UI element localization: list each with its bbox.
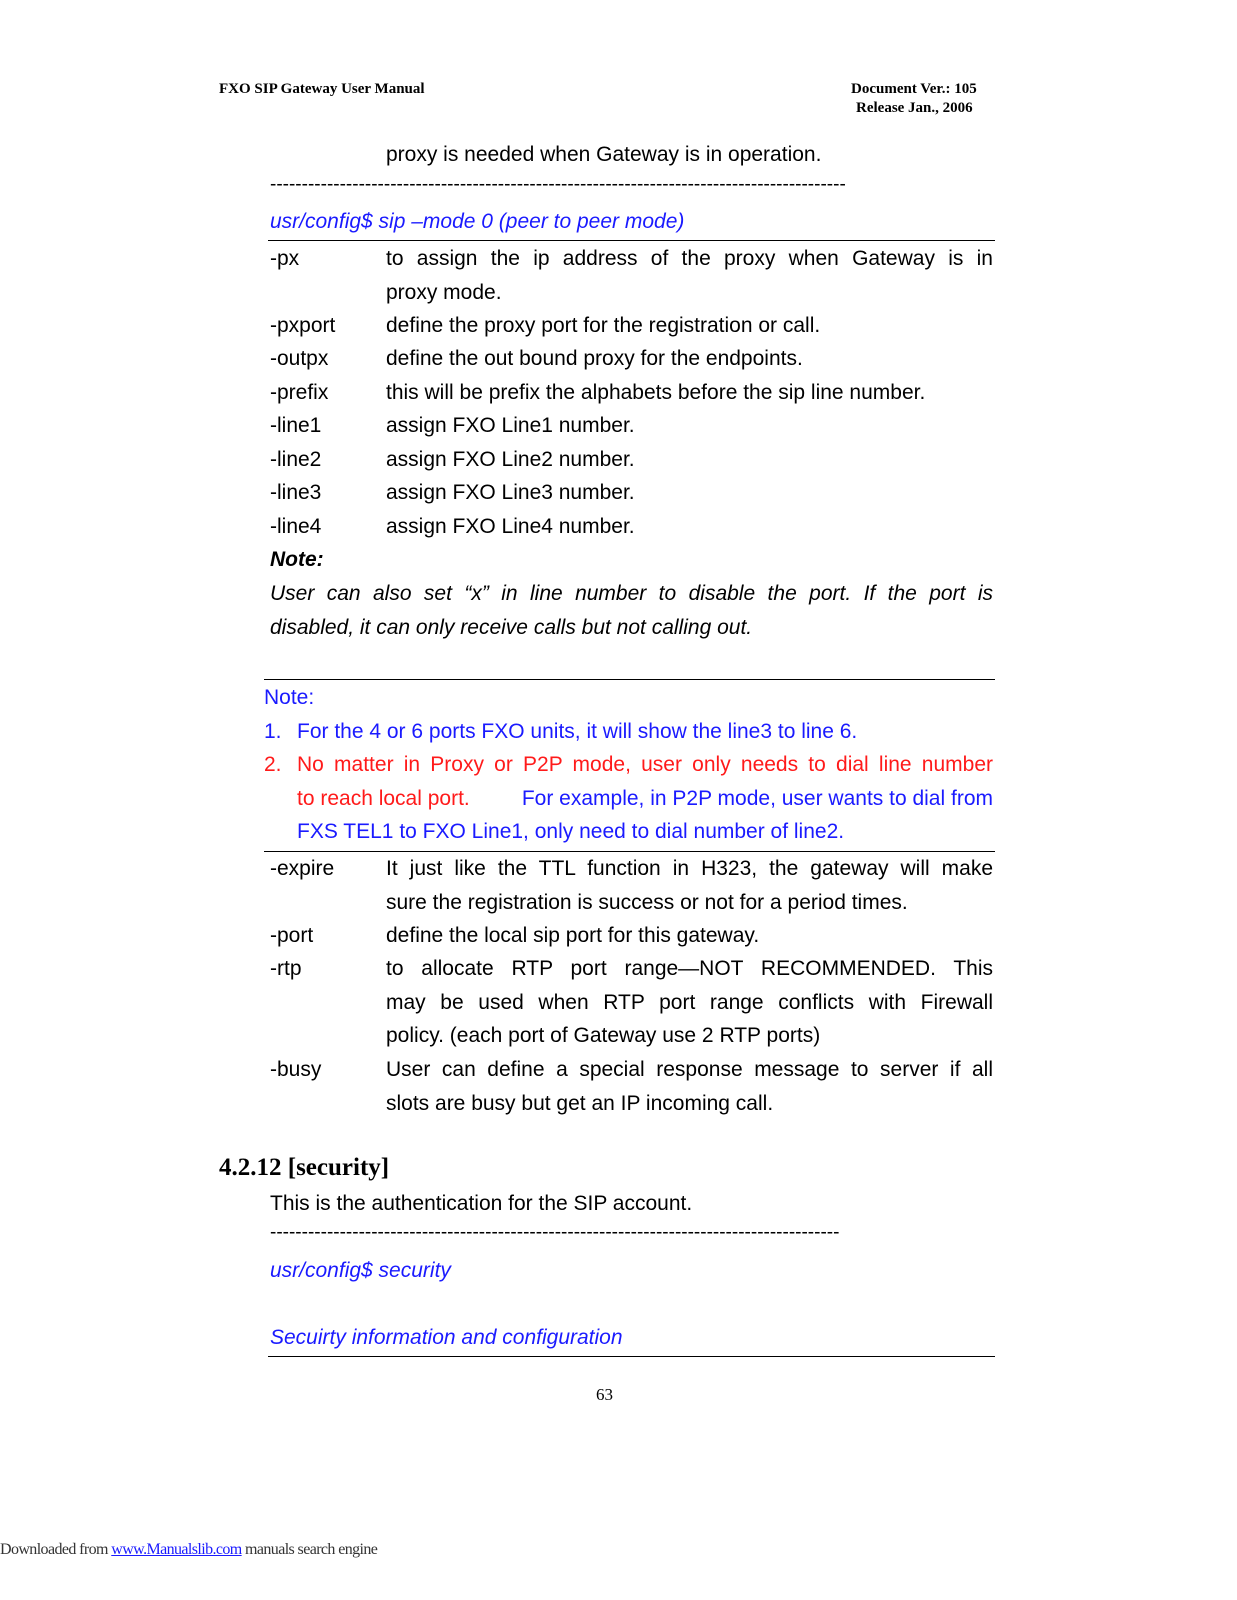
- note-title: Note:: [270, 548, 324, 571]
- section-subtitle: Secuirty information and configuration: [270, 1326, 623, 1349]
- command-sip-mode: usr/config$ sip –mode 0 (peer to peer mode): [270, 210, 685, 233]
- dashed-separator: ------------------------------------------------------------------------------------------: [270, 1222, 840, 1243]
- note2-mixed-line: [297, 782, 993, 816]
- option-name: -prefix: [270, 381, 329, 404]
- note-text-line: disabled, it can only receive calls but not calling out.: [270, 616, 753, 639]
- option-desc: assign FXO Line1 number.: [386, 414, 635, 437]
- option-desc: User can define a special response message to server if all: [386, 1058, 993, 1081]
- divider: [264, 679, 995, 680]
- section-text: This is the authentication for the SIP account.: [270, 1192, 693, 1215]
- option-desc: define the local sip port for this gateway.: [386, 924, 760, 947]
- option-desc: assign FXO Line3 number.: [386, 481, 635, 504]
- note-text-line: User can also set “x” in line number to disable the port. If the port is: [270, 582, 993, 605]
- header-release: Release Jan., 2006: [856, 100, 973, 116]
- footer-prefix: Downloaded from: [0, 1541, 112, 1558]
- note2-item-blue: FXS TEL1 to FXO Line1, only need to dial number of line2.: [297, 820, 845, 843]
- option-desc: define the out bound proxy for the endpoints.: [386, 347, 803, 370]
- option-desc: to assign the ip address of the proxy when Gateway is in: [386, 247, 993, 270]
- section-heading: 4.2.12 [security]: [219, 1154, 390, 1181]
- divider: [268, 240, 995, 241]
- header-title: FXO SIP Gateway User Manual: [219, 81, 425, 97]
- option-name: -line2: [270, 448, 322, 471]
- note2-title: Note:: [264, 686, 315, 709]
- option-name: -busy: [270, 1058, 322, 1081]
- option-desc: this will be prefix the alphabets before the sip line number.: [386, 381, 926, 404]
- option-desc: define the proxy port for the registration or call.: [386, 314, 821, 337]
- intro-line: proxy is needed when Gateway is in operation.: [386, 143, 822, 166]
- option-name: -expire: [270, 857, 335, 880]
- dashed-separator: -------------------------------------------------------------------------------------------: [270, 174, 846, 195]
- command-security: usr/config$ security: [270, 1259, 451, 1282]
- note2-item-red: No matter in Proxy or P2P mode, user only needs to dial line number: [297, 753, 993, 776]
- footer-link[interactable]: www.Manualslib.com: [111, 1541, 242, 1558]
- option-desc: sure the registration is success or not for a period times.: [386, 891, 908, 914]
- option-desc: assign FXO Line4 number.: [386, 515, 635, 538]
- note2-blue-text: For example, in P2P mode, user wants to dial from: [521, 787, 993, 810]
- footer-suffix: manuals search engine: [241, 1541, 378, 1558]
- list-number: 2.: [264, 753, 282, 776]
- divider: [268, 1356, 995, 1357]
- option-desc: It just like the TTL function in H323, the gateway will make: [386, 857, 993, 880]
- note2-red-text: to reach local port.: [297, 787, 470, 810]
- option-name: -line4: [270, 515, 322, 538]
- option-name: -px: [270, 247, 300, 270]
- option-name: -line3: [270, 481, 322, 504]
- option-desc: policy. (each port of Gateway use 2 RTP ports): [386, 1024, 821, 1047]
- option-desc: to allocate RTP port range—NOT RECOMMENDED. This: [386, 957, 993, 980]
- list-number: 1.: [264, 720, 282, 743]
- footer-attribution: [0, 1541, 377, 1559]
- option-name: -outpx: [270, 347, 329, 370]
- option-desc: proxy mode.: [386, 281, 502, 304]
- option-name: -line1: [270, 414, 322, 437]
- option-desc: assign FXO Line2 number.: [386, 448, 635, 471]
- option-desc: may be used when RTP port range conflicts with Firewall: [386, 991, 993, 1014]
- option-name: -port: [270, 924, 314, 947]
- page-number: 63: [596, 1385, 613, 1404]
- option-name: -pxport: [270, 314, 336, 337]
- option-desc: slots are busy but get an IP incoming call.: [386, 1092, 774, 1115]
- header-doc-version: Document Ver.: 105: [851, 81, 977, 97]
- option-name: -rtp: [270, 957, 302, 980]
- note2-item: For the 4 or 6 ports FXO units, it will show the line3 to line 6.: [297, 720, 858, 743]
